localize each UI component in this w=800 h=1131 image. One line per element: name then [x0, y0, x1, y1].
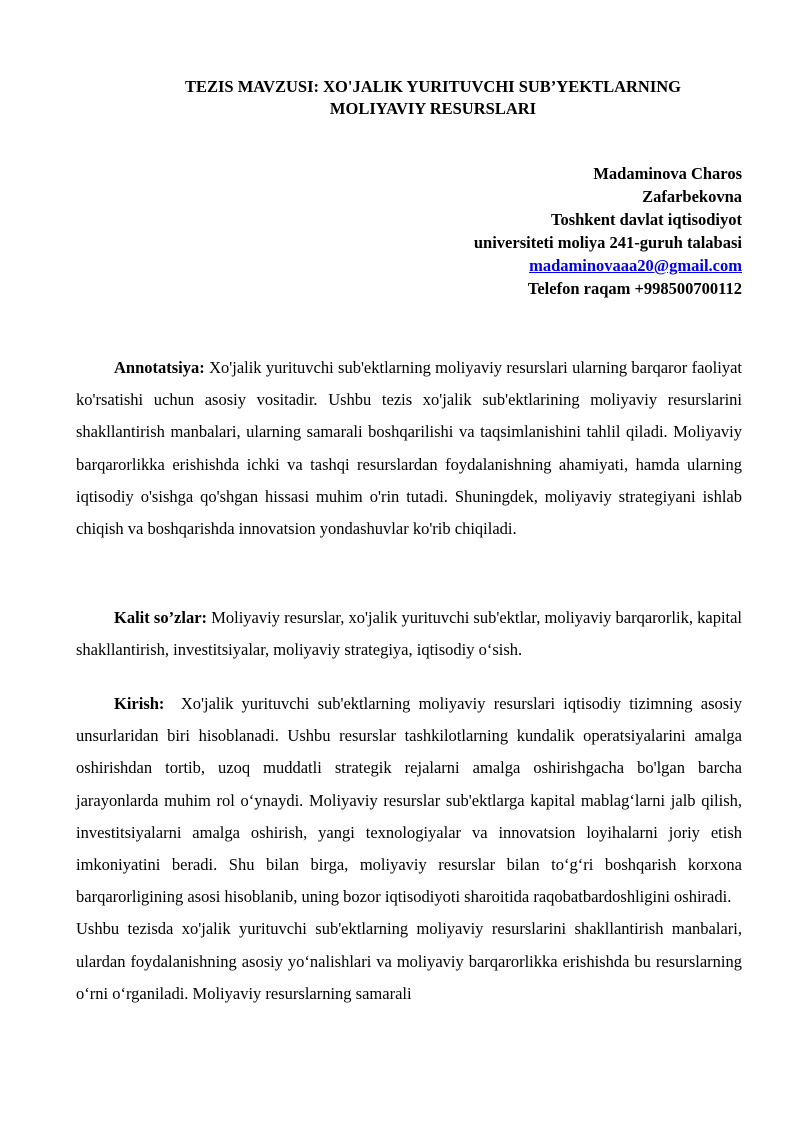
keywords-section: [76, 602, 742, 666]
author-affiliation-line-2: universiteti moliya 241-guruh talabasi: [473, 233, 742, 252]
introduction-text-1: Xo'jalik yurituvchi sub'ektlarning moliyaviy resurslari iqtisodiy tizimning asosiy unsurlaridan biri hisoblanadi. Ushbu resurslar tashkilotlarning kundalik operatsiyalarini amalga oshirishdan tortib, uzoq muddatli strategik rejalarni amalga oshirishgacha bo'lgan barcha jarayonlarda muhim rol o‘ynaydi. Moliyaviy resurslar sub'ektlarga kapital mablag‘larni jalb qilish, investitsiyalarni amalga oshirish, yangi texnologiyalar va innovatsion loyihalarni joriy etish imkoniyatini beradi. Shu bilan birga, moliyaviy resurslar bilan to‘g‘ri boshqarish korxona barqarorligining asosi hisoblanib, uning bozor iqtisodiyoti sharoitida raqobatbardoshligini oshiradi.: [76, 694, 742, 907]
thesis-title-line-2: MOLIYAVIY RESURSLARI: [329, 99, 537, 118]
annotation-label: Annotatsiya:: [114, 358, 205, 377]
author-email-line: [474, 254, 742, 277]
author-phone: Telefon raqam +998500700112: [527, 279, 742, 298]
annotation-section: [76, 352, 742, 545]
keywords-paragraph: [76, 602, 742, 666]
introduction-paragraph-2: Ushbu tezisda xo'jalik yurituvchi sub'ektlarning moliyaviy resurslarini shakllantirish manbalari, ulardan foydalanishning asosiy yo‘nalishlari va moliyaviy barqarorlikka erishishda bu resurslarning o‘rni o‘rganiladi. Moliyaviy resurslarning samarali: [76, 919, 742, 1003]
author-name-line-2: Zafarbekovna: [642, 187, 742, 206]
annotation-paragraph: [76, 352, 742, 545]
keywords-label: Kalit so’zlar:: [114, 608, 208, 627]
keywords-text: Moliyaviy resurslar, xo'jalik yurituvchi sub'ektlar, moliyaviy barqarorlik, kapital shakllantirish, investitsiyalar, moliyaviy strategiya, iqtisodiy o‘sish.: [76, 608, 743, 660]
thesis-title-line-1: TEZIS MAVZUSI: XO'JALIK YURITUVCHI SUB’YEKTLARNING: [184, 77, 681, 96]
introduction-paragraph-1: [76, 688, 742, 913]
author-name-line-1: Madaminova Charos: [593, 164, 742, 183]
introduction-section: [76, 688, 742, 1010]
author-affiliation-line-1: Toshkent davlat iqtisodiyot: [550, 210, 742, 229]
introduction-label: Kirish:: [114, 694, 165, 713]
annotation-text: Xo'jalik yurituvchi sub'ektlarning moliyaviy resurslari ularning barqaror faoliyat ko'rsatishi uchun asosiy vositadir. Ushbu tezis xo'jalik sub'ektlarining moliyaviy resurslarini shakllantirish manbalari, ularning samarali boshqarilishi va taqsimlanishini tahlil qiladi. Moliyaviy barqarorlikka erishishda ichki va tashqi resurslardan foydalanishning ahamiyati, hamda ularning iqtisodiy o'sishga qo'shgan hissasi muhim o'rin tutadi. Shuningdek, moliyaviy strategiyani ishlab chiqish va boshqarishda innovatsion yondashuvlar ko'rib chiqiladi.: [76, 358, 743, 539]
author-block: [474, 162, 742, 300]
thesis-title: [76, 76, 742, 120]
author-email-link[interactable]: madaminovaaa20@gmail.com: [529, 256, 742, 275]
